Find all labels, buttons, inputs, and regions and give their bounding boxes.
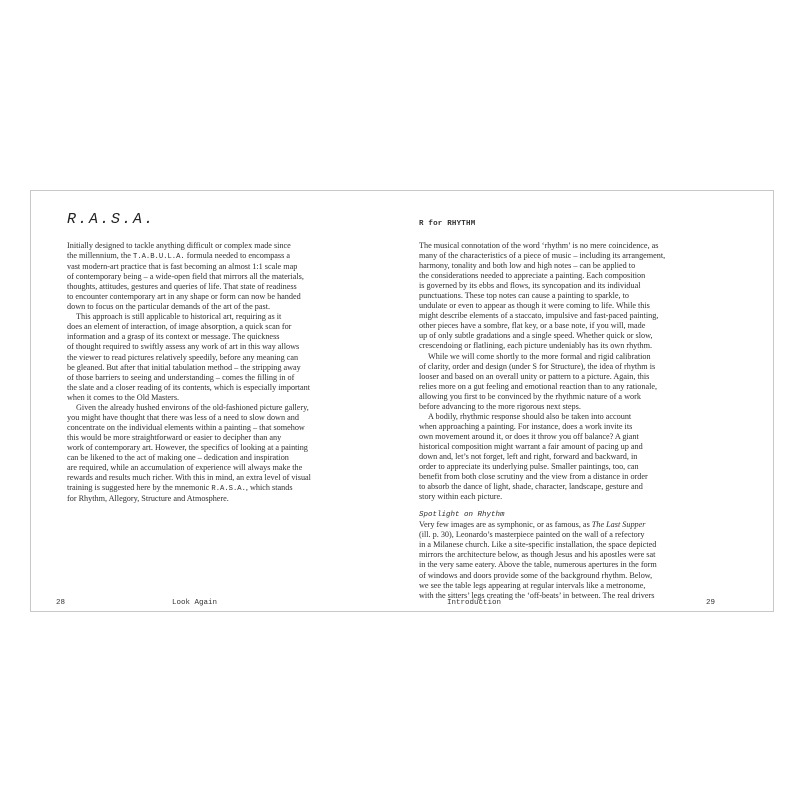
page-number-left: 28 (56, 599, 66, 607)
left-body-text (67, 241, 383, 504)
text-line: for Rhythm, Allegory, Structure and Atmosphere. (67, 494, 229, 504)
text-line: of those barriers to seeing and understanding – comes the filling in of (67, 372, 295, 382)
text-line: looser and based on an overall unity or pattern to a picture. Again, this (419, 371, 650, 381)
text-line: training is suggested here by the mnemonic R.A.S.A., which stands (67, 483, 293, 494)
text-line: might describe elements of a staccato, impulsive and fast-paced painting, (419, 311, 659, 321)
book-spread (30, 190, 774, 612)
text-line: down and, let’s not forget, left and right, forward and backward, in (419, 451, 638, 461)
text-line: in the very same eatery. Above the table, numerous apertures in the form (419, 560, 657, 570)
text-line: the considerations needed to appreciate a painting. Each composition (419, 271, 646, 281)
text-line: the millennium, the T.A.B.U.L.A. formula needed to encompass a (67, 251, 290, 262)
text-line: you might have thought that there was less of a need to slow down and (67, 412, 299, 422)
artwork-title: The Last Supper (591, 520, 646, 530)
text-line: is governed by its ebbs and flows, its syncopation and its individual (419, 281, 641, 291)
text-line: of contemporary being – a wide-open field that mirrors all the materials, (67, 272, 304, 282)
spotlight-subheading: Spotlight on Rhythm (419, 511, 505, 520)
text-line: be gleaned. But after that initial tabulation method – the stripping away (67, 362, 301, 372)
paragraph-gap (419, 502, 737, 510)
text-line: This approach is still applicable to historical art, requiring as it (76, 312, 282, 322)
page-title: R.A.S.A. (67, 211, 156, 228)
text-line: rewards and results much richer. With this in mind, an extra level of visual (67, 473, 311, 483)
text-line: other pieces have a sombre, flat key, or a base note, if you will, made (419, 321, 646, 331)
text-line: A bodily, rhythmic response should also be taken into account (428, 411, 632, 421)
text-line: in a Milanese church. Like a site-specific installation, the space depicted (419, 540, 657, 550)
text-line: Initially designed to tackle anything difficult or complex made since (67, 241, 291, 250)
mnemonic: T.A.B.U.L.A. (132, 253, 185, 262)
mnemonic: R.A.S.A. (211, 485, 246, 494)
running-title-left: Look Again (172, 599, 218, 607)
text-line: when it comes to the Old Masters. (67, 392, 180, 402)
text-line: While we will come shortly to the more formal and rigid calibration (428, 351, 651, 361)
text-line: The musical connotation of the word ‘rhythm’ is no mere coincidence, as (419, 241, 659, 250)
right-body-text (419, 241, 737, 601)
text-line: work of contemporary art. However, the specifics of looking at a painting (67, 442, 308, 452)
text-line: are required, while an accumulation of experience will always make the (67, 463, 303, 473)
text-line: order to appreciate its underlying pulse. Smaller paintings, too, can (419, 462, 639, 472)
text-line: the slate and a closer reading of its contents, which is especially important (67, 382, 311, 392)
left-page (31, 191, 402, 611)
text-line: benefit from both close scrutiny and the view from a distance in order (419, 472, 648, 482)
text-line: can be likened to the act of making one – dedication and inspiration (67, 452, 289, 462)
text-line: historical composition might warrant a fair amount of pacing up and (419, 441, 643, 451)
text-line: undulate or even to appear as though it were coming to life. While this (419, 301, 650, 311)
text-line: to encounter contemporary art in any shape or form can now be handed (67, 292, 301, 302)
text-line: story within each picture. (419, 492, 503, 502)
text-line: when approaching a painting. For instance, does a work invite its (419, 421, 633, 431)
text-line: vast modern-art practice that is fast becoming an almost 1:1 scale map (67, 262, 298, 272)
text-line: own movement around it, or does it throw you off balance? A giant (419, 431, 639, 441)
text-line: concentrate on the individual elements within a painting – that somehow (67, 422, 305, 432)
text-line: up of only subtle gradations and a single speed. Whether quick or slow, (419, 331, 653, 341)
text-line: punctuations. These top notes can cause a painting to sparkle, to (419, 291, 629, 301)
text-line: Given the already hushed environs of the old-fashioned picture gallery, (76, 402, 309, 412)
text-line: relies more on a gut feeling and emotional reaction than to any rationale, (419, 381, 658, 391)
text-line: of thought required to swiftly assess any work of art in this way allows (67, 342, 300, 352)
page-number-right: 29 (706, 599, 716, 607)
text-line: of clarity, order and design (under S for Structure), the idea of rhythm is (419, 361, 656, 371)
running-title-right: Introduction (447, 599, 502, 607)
text-line: (ill. p. 30), Leonardo’s masterpiece painted on the wall of a refectory (419, 530, 645, 540)
text-line: information and a grasp of its context or message. The quickness (67, 332, 280, 342)
text-line: thoughts, attitudes, gestures and queries of life. That state of readiness (67, 282, 297, 292)
text-line: to absorb the dance of light, shade, character, landscape, gesture and (419, 482, 643, 492)
text-line: many of the characteristics of a piece of music – including its arrangement, (419, 251, 666, 261)
text-line: crescendoing or flatlining, each picture undeniably has its own rhythm. (419, 341, 653, 351)
text-line: does an element of interaction, of image absorption, a quick scan for (67, 322, 292, 332)
text-line: allowing you first to be convinced by the rhythmic nature of a work (419, 391, 641, 401)
text-line: with the sitters’ legs creating the ‘off-beats’ in between. The real drivers (419, 590, 655, 600)
right-page (402, 191, 773, 611)
text-line: the viewer to read pictures relatively speedily, before any meaning can (67, 352, 299, 362)
text-line: Very few images are as symphonic, or as famous, as The Last Supper (419, 520, 646, 530)
text-line: this would be more straightforward or easier to decipher than any (67, 432, 282, 442)
text-line: before advancing to the more rigorous next steps. (419, 401, 581, 411)
text-line: of windows and doors provide some of the background rhythm. Below, (419, 570, 653, 580)
text-line: down to focus on the particular demands of the art of the past. (67, 302, 271, 312)
text-line: harmony, tonality and both low and high notes – can be applied to (419, 261, 636, 271)
section-heading: R for RHYTHM (419, 220, 476, 228)
text-line: we see the table legs appearing at regular intervals like a metronome, (419, 580, 646, 590)
text-line: mirrors the architecture below, as though Jesus and his apostles were sat (419, 550, 656, 560)
